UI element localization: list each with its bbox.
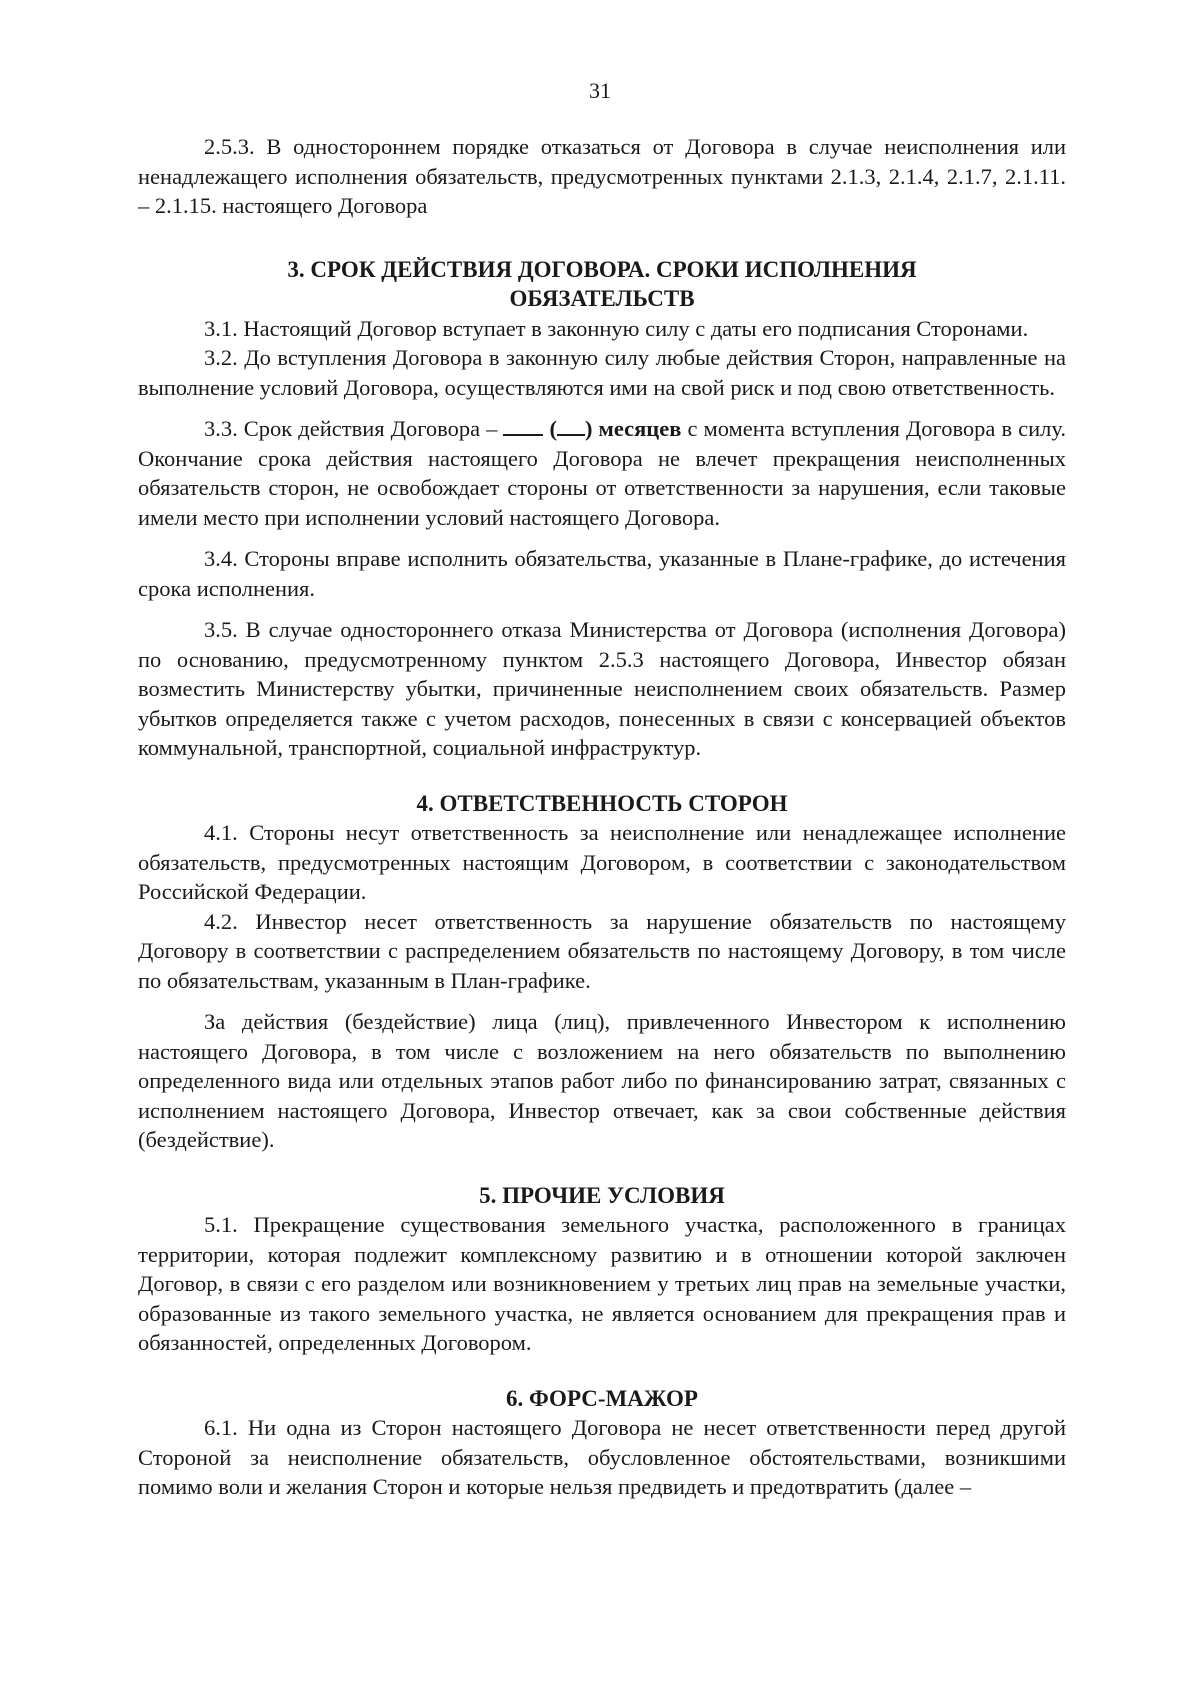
clause-3-3 [138, 414, 1066, 532]
document-body [138, 132, 1066, 1502]
section-5-title: 5. ПРОЧИЕ УСЛОВИЯ [479, 1182, 725, 1208]
clause-3-4: 3.4. Стороны вправе исполнить обязательства, указанные в Плане-графике, до истечения срока исполнения. [138, 546, 1066, 601]
clause-4-2: 4.2. Инвестор несет ответственность за нарушение обязательств по настоящему Договору в соответствии с распределением обязательств по настоящему Договору, в том числе по обязательствам, указанным в План-графике. [138, 908, 1066, 993]
section-3-title-line1: 3. СРОК ДЕЙСТВИЯ ДОГОВОРА. СРОКИ ИСПОЛНЕНИЯ [287, 256, 917, 282]
section-3-title-line2: ОБЯЗАТЕЛЬСТВ [509, 286, 695, 311]
clause-3-3-start: 3.3. Срок действия Договора – [204, 416, 498, 441]
clause-3-1: 3.1. Настоящий Договор вступает в законную силу с даты его подписания Сторонами. [204, 315, 1029, 341]
term-blank [503, 416, 543, 436]
section-3-title [138, 255, 1066, 314]
section-4-title: 4. ОТВЕТСТВЕННОСТЬ СТОРОН [416, 790, 788, 816]
clause-4-2-paragraph: За действия (бездействие) лица (лиц), привлеченного Инвестором к исполнению настоящего Договора, в том числе с возложением на него обязательств по выполнению определенного вида или отдельных этапов работ либо по финансированию затрат, связанных с исполнением настоящего Договора, Инвестор отвечает, как за свои собственные действия (бездействие). [138, 1009, 1066, 1152]
clause-3-2: 3.2. До вступления Договора в законную силу любые действия Сторон, направленные на выполнение условий Договора, осуществляются ими на свой риск и под свою ответственность. [138, 345, 1066, 400]
paren-open: ( [549, 416, 557, 441]
clause-4-1: 4.1. Стороны несут ответственность за неисполнение или ненадлежащее исполнение обязательств, предусмотренных настоящим Договором, в соответствии с законодательством Российской Федерации. [138, 820, 1066, 904]
months-label: месяцев [598, 416, 682, 441]
page-number: 31 [589, 78, 611, 103]
clause-3-3-end: с момента вступления Договора в силу. Окончание срока действия настоящего Договора не влечет прекращения неисполненных обязательств сторон, не освобождает стороны от ответственности за нарушения, если таковые имели место при исполнении условий настоящего Договора. [138, 416, 1067, 530]
clause-6-1: 6.1. Ни одна из Сторон настоящего Договора не несет ответственности перед другой Стороной за неисполнение обязательств, обусловленное обстоятельствами, возникшими помимо воли и желания Сторон и которые нельзя предвидеть и предотвратить (далее – [138, 1415, 1066, 1499]
clause-5-1: 5.1. Прекращение существования земельного участка, расположенного в границах территории, которая подлежит комплексному развитию и в отношении которой заключен Договор, в связи с его разделом или возникновением у третьих лиц прав на земельные участки, образованные из такого земельного участка, не является основанием для прекращения прав и обязанностей, определенных Договором. [138, 1212, 1066, 1355]
clause-2-5-3: 2.5.3. В одностороннем порядке отказаться от Договора в случае неисполнения или ненадлежащего исполнения обязательств, предусмотренных пунктами 2.1.3, 2.1.4, 2.1.7, 2.1.11. – 2.1.15. настоящего Договора [138, 134, 1066, 218]
clause-3-5: 3.5. В случае одностороннего отказа Министерства от Договора (исполнения Договора) по основанию, предусмотренному пунктом 2.5.3 настоящего Договора, Инвестор обязан возместить Министерству убытки, причиненные неисполнением своих обязательств. Размер убытков определяется также с учетом расходов, понесенных в связи с консервацией объектов коммунальной, транспортной, социальной инфраструктур. [138, 617, 1066, 760]
section-6-title: 6. ФОРС-МАЖОР [506, 1385, 698, 1411]
paren-close: ) [585, 416, 593, 441]
term-words-blank [557, 416, 585, 436]
